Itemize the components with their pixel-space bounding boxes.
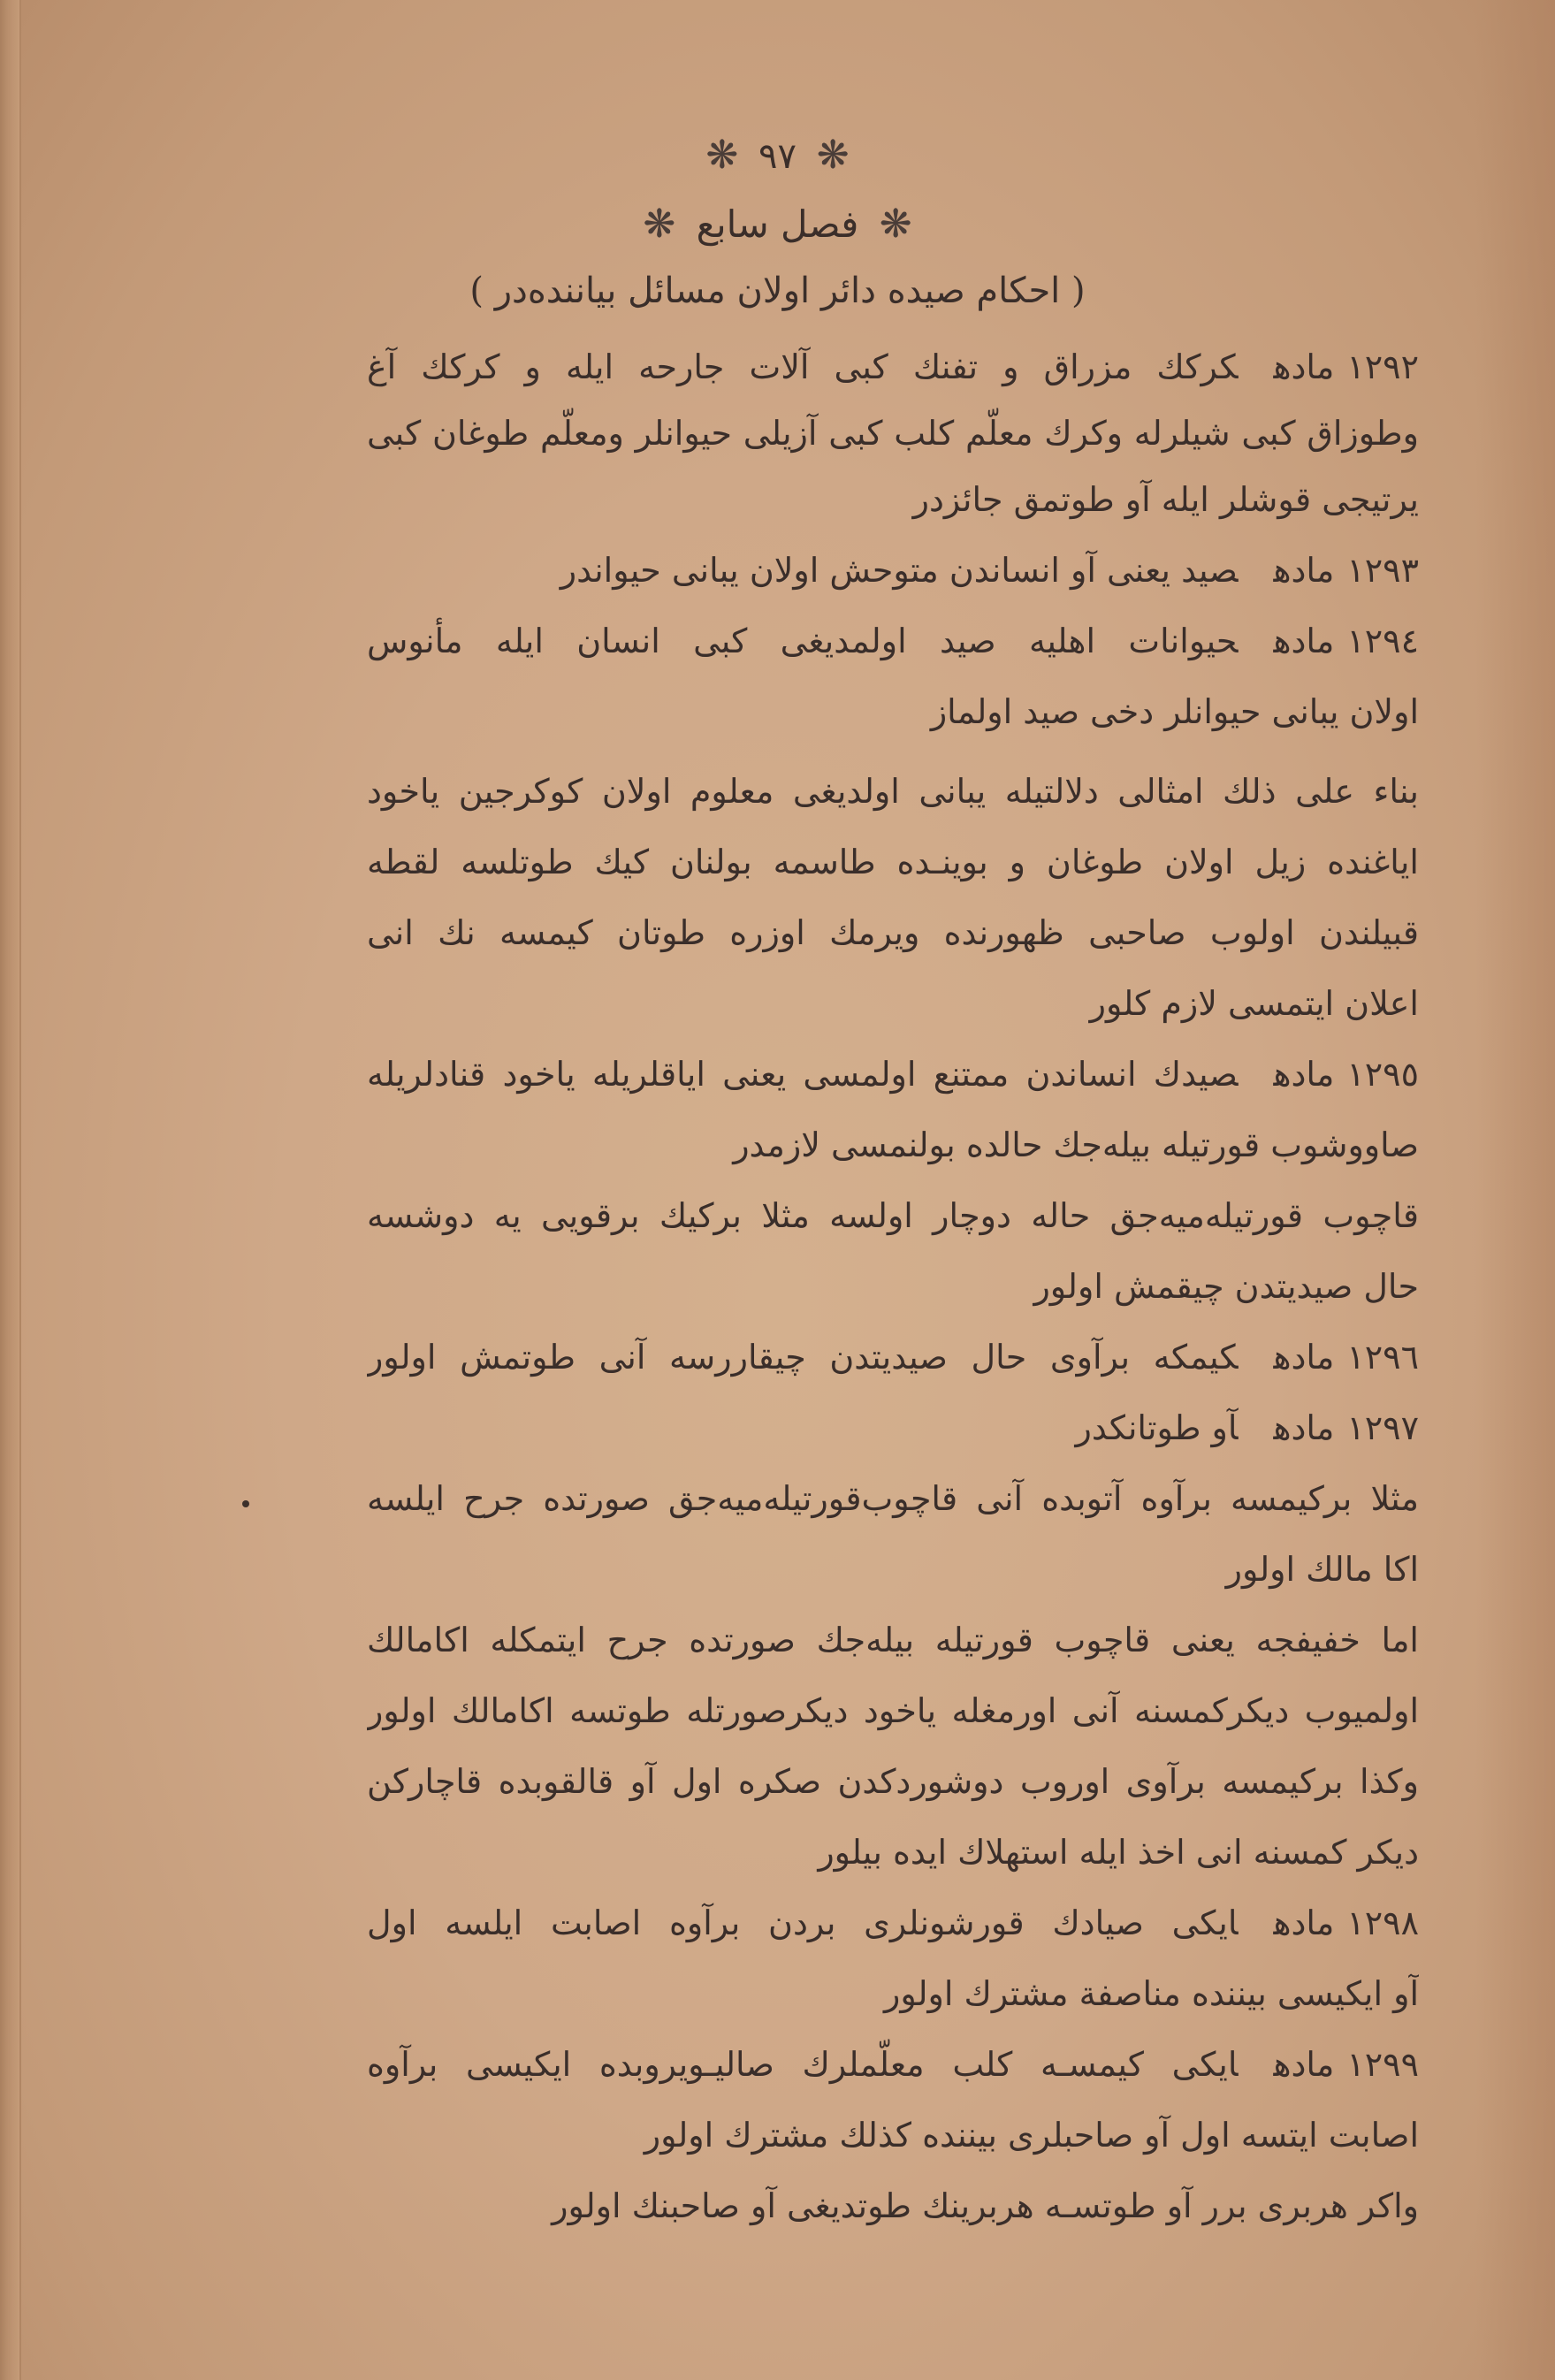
article-1297-line-7: ديكر كمسنه انی اخذ ايله استهلاك ايده بيلور: [818, 1833, 1419, 1872]
article-1295-line-1: [367, 1043, 1419, 1105]
article-1294-line-4: اياغنده زيل اولان طوغان و بوينـده طاسمه بولنان كيك طوتلسه لقطه: [367, 843, 1419, 881]
article-1294-line-5: قبيلندن اولوب صاحبی ظهورنده ويرمك اوزره طوتان كيمسه نك انی: [367, 913, 1419, 952]
page-binding-edge: [0, 0, 21, 2380]
article-1299-line-3: واكر هربری برر آو طوتسـه هربرينك طوتديغی آو صاحبنك اولور: [552, 2186, 1419, 2225]
section-subtitle: ( احكام صيده دائر اولان مسائل بياننده‌در ): [469, 271, 1086, 311]
article-number: ١٢٩٣: [1346, 551, 1419, 590]
article-text: صيدك انساندن ممتنع اولمسی يعنی اياقلريله ياخود قنادلريله: [367, 1055, 1239, 1094]
chapter-title: [0, 202, 1555, 247]
article-label: ماده: [1273, 1408, 1335, 1447]
article-label: ماده: [1273, 622, 1335, 660]
article-text: صيد يعنی آو انساندن متوحش اولان يبانی حيواندر: [560, 551, 1239, 590]
article-text: ايكی كيمسـه كلب معلّملرك صاليـويروبده ايكيسی برآوه: [367, 2045, 1239, 2084]
article-1295-line-3: قاچوب قورتيله‌ميه‌جق حاله دوچار اولسه مثلا بركيك برقويی يه دوشسه: [367, 1196, 1419, 1235]
page-outer-edge-shadow: [1475, 0, 1555, 2380]
article-1294-line-2: اولان يبانی حيوانلر دخی صيد اولماز: [930, 692, 1419, 731]
article-text: كيمكه برآوی حال صيديتدن چيقاررسه آنی طوتمش اولور: [367, 1338, 1239, 1377]
article-label: ماده: [1273, 551, 1335, 590]
article-1294-line-3: بناء علی ذلك امثالی دلالتيله يبانی اولديغی معلوم اولان كوكرجين ياخود: [367, 772, 1419, 811]
ornament-flower-icon: ❋: [643, 202, 676, 247]
article-1294-line-1: [367, 610, 1419, 672]
article-text: آو طوتانكدر: [1075, 1408, 1239, 1447]
article-number: ١٢٩٤: [1346, 622, 1419, 660]
article-1292-line-2: وطوزاق كبی شيلرله وكرك معلّم كلب كبی آزيلی حيوانلر ومعلّم طوغان كبی: [367, 414, 1419, 453]
article-text: ايكی صيادك قورشونلری بردن برآوه اصابت ايلسه اول: [367, 1903, 1239, 1942]
article-label: ماده: [1273, 1338, 1335, 1377]
article-label: ماده: [1273, 1903, 1335, 1942]
article-1299-line-2: اصابت ايتسه اول آو صاحبلری بيننده كذلك مشترك اولور: [644, 2116, 1419, 2155]
article-1292-line-3: يرتيجی قوشلر ايله آو طوتمق جائزدر: [912, 480, 1419, 519]
page-number: ٩٧: [758, 136, 797, 177]
article-1297-line-5: اولميوب ديكركمسنه آنی اورمغله ياخود ديكرصورتله طوتسه اكامالك اولور: [367, 1691, 1419, 1730]
article-number: ١٢٩٦: [1346, 1338, 1419, 1377]
article-1297-line-3: اكا مالك اولور: [1225, 1550, 1419, 1589]
article-label: ماده: [1273, 347, 1335, 386]
article-1297-line-2: مثلا بركيمسه برآوه آتوبده آنی قاچوب‌قورتيله‌ميه‌جق صورتده جرح ايلسه: [367, 1479, 1419, 1518]
chapter-title-text: فصل سابع: [696, 202, 859, 246]
article-1298-line-2: آو ايكيسی بيننده مناصفة مشترك اولور: [883, 1974, 1419, 2013]
ink-speck: [242, 1500, 249, 1507]
article-1297-line-6: وكذا بركيمسه برآوی اوروب دوشوردكدن صكره اول آو قالقوبده قاچاركن: [367, 1762, 1419, 1801]
article-number: ١٢٩٥: [1346, 1055, 1419, 1094]
ornament-flower-icon: ❋: [879, 202, 912, 247]
page-number-header: [0, 133, 1555, 178]
article-number: ١٢٩٩: [1346, 2045, 1419, 2084]
article-1293-line-1: [367, 539, 1419, 601]
article-number: ١٢٩٧: [1346, 1408, 1419, 1447]
article-number: ١٢٩٨: [1346, 1903, 1419, 1942]
article-1294-line-6: اعلان ايتمسی لازم كلور: [1089, 984, 1419, 1023]
article-label: ماده: [1273, 1055, 1335, 1094]
article-1297-line-4: اما خفيفجه يعنی قاچوب قورتيله بيله‌جك صورتده جرح ايتمكله اكامالك: [367, 1621, 1419, 1659]
article-1295-line-2: صاووشوب قورتيله بيله‌جك حالده بولنمسی لازمدر: [733, 1125, 1419, 1164]
ornament-flower-icon: ❋: [705, 133, 739, 178]
article-1297-line-1: [367, 1397, 1419, 1459]
article-text: كركك مزراق و تفنك كبی آلات جارحه ايله و كركك آغ: [367, 347, 1239, 386]
article-number: ١٢٩٢: [1346, 347, 1419, 386]
article-1298-line-1: [367, 1892, 1419, 1954]
ornament-flower-icon: ❋: [816, 133, 850, 178]
article-text: حيوانات اهليه صيد اولمديغی كبی انسان ايله مأنوس: [367, 622, 1239, 660]
article-label: ماده: [1273, 2045, 1335, 2084]
article-1299-line-1: [367, 2033, 1419, 2095]
article-1295-line-4: حال صيديتدن چيقمش اولور: [1033, 1267, 1419, 1306]
article-1292-line-1: [367, 336, 1419, 398]
article-1296-line-1: [367, 1326, 1419, 1388]
